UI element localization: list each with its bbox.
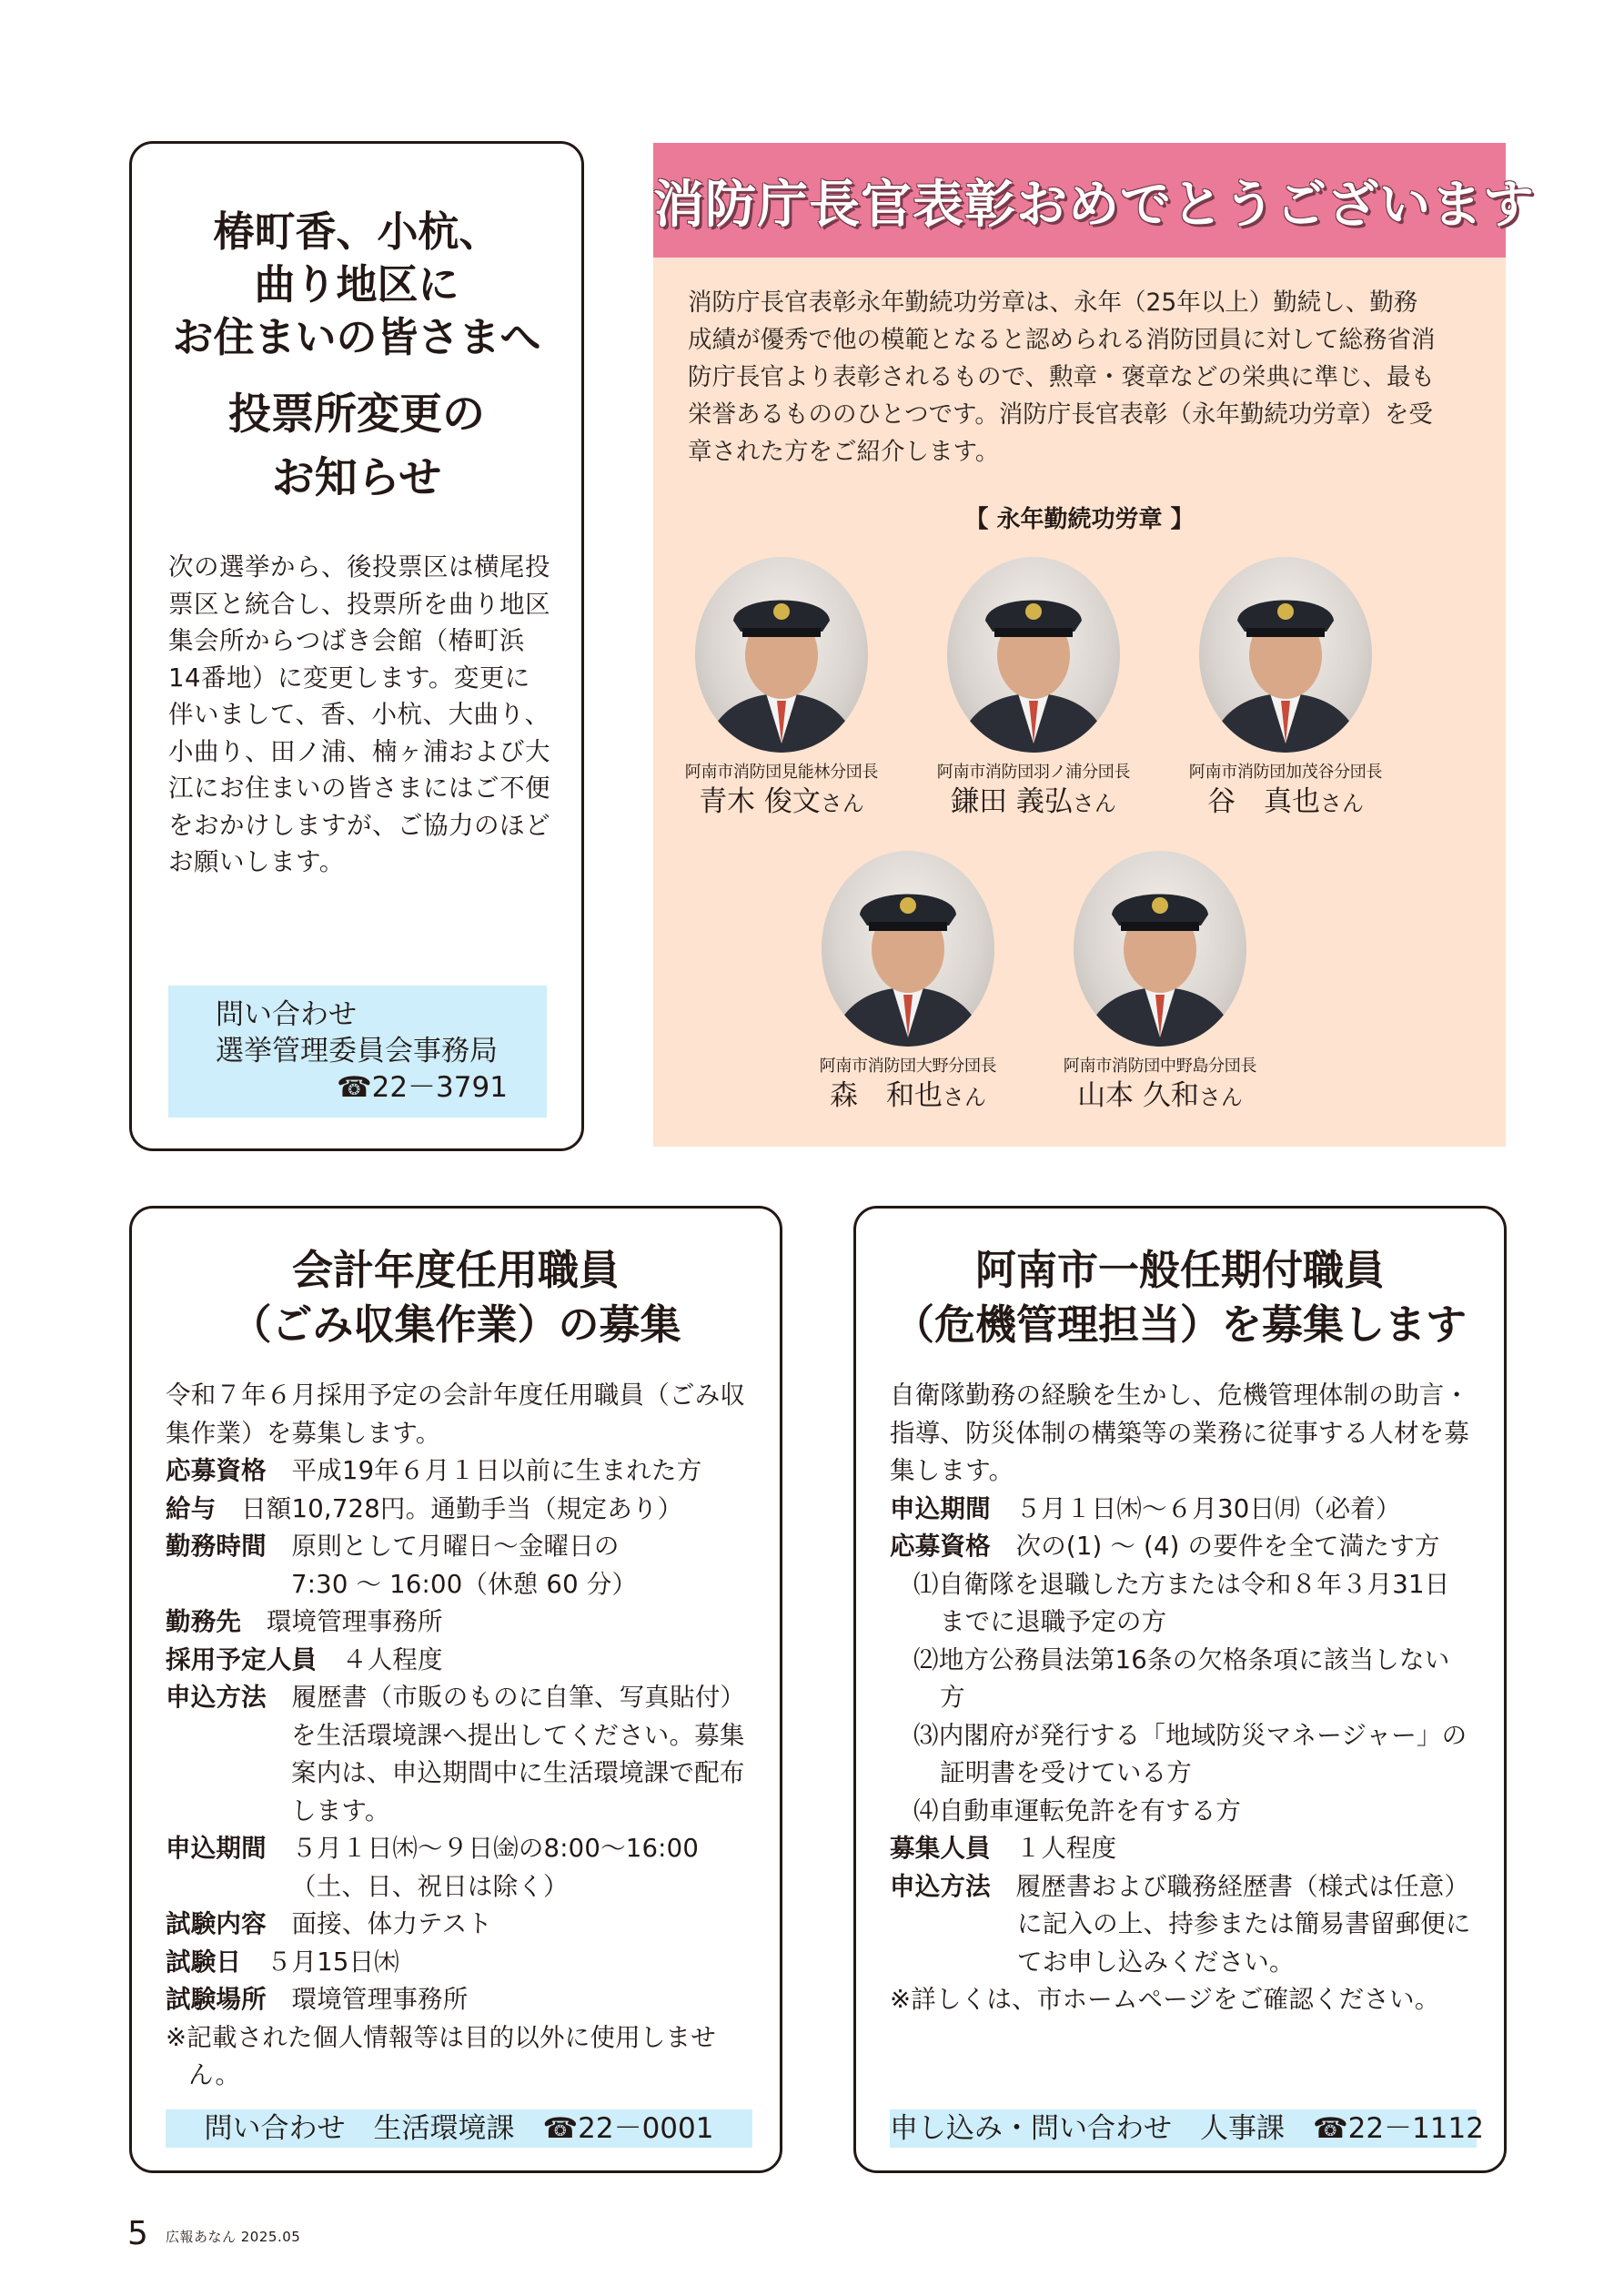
condition-item: ⑵地方公務員法第16条の欠格条項に該当しない (913, 1644, 1450, 1674)
garbage-staff-recruit-box (129, 1206, 782, 2173)
firefighter-silhouette (695, 557, 868, 753)
staff2-item: に記入の上、持参または簡易書留郵便に (1017, 1909, 1471, 1938)
staff2-contact: 申し込み・問い合わせ 人事課 ☎22－1112 (890, 2109, 1477, 2148)
condition-item: ⑴自衛隊を退職した方または令和８年３月31日 (913, 1569, 1450, 1599)
award-banner (653, 143, 1535, 258)
portrait-photo (1074, 851, 1246, 1047)
staff2-item: 募集人員 １人程度 (890, 1834, 1117, 1863)
staff1-item: 給与 日額10,728円。通勤手当（規定あり） (166, 1493, 683, 1523)
person-name: 鎌田 義弘さん (951, 785, 1116, 818)
person-card (1163, 557, 1408, 822)
staff1-body: 令和７年６月採用予定の会計年度任用職員（ごみ収 集作業）を募集します。 応募資格 平成19年６月１日以前に生まれた方 給与 日額10,728円。通勤手当（規定あり） 勤務時間 原則として月曜日～金曜日の 7:30 ～ 16:00（休憩 60 分） 勤務先 環境管理事務所 採用予定人員 ４人程度 申込方法 履歴書（市販のものに自筆、写真貼付） を生活環境課へ提出してください。募集 案内は、申込期間中に生活環境課で配布 します。 申込期間 ５月１日㈭～９日㈮の8:00～16:00 （土、日、祝日は除く） 試験内容 面接、体力テスト 試験日 ５月15日㈭ 試験場所 環境管理事務所 ※記載された個人情報等は目的以外に使用しませ ん。 (166, 1377, 752, 2095)
medal-label: 【 永年勤続功労章 】 (964, 506, 1195, 533)
person-role: 阿南市消防団加茂谷分団長 (1188, 763, 1383, 782)
person-name: 青木 俊文さん (699, 785, 864, 818)
firefighter-silhouette (947, 557, 1120, 753)
staff1-item: 採用予定人員 ４人程度 (166, 1644, 443, 1674)
person-name: 山本 久和さん (1077, 1079, 1243, 1112)
award-title: 消防庁長官表彰おめでとうございます (653, 176, 1535, 235)
person-card (785, 851, 1031, 1116)
person-name: 谷 真也さん (1207, 785, 1364, 818)
person-card (659, 557, 904, 822)
person-card (911, 557, 1156, 822)
staff1-item: 試験場所 環境管理事務所 (166, 1985, 469, 2014)
person-role: 阿南市消防団大野分団長 (819, 1057, 997, 1076)
firefighter-silhouette (822, 851, 994, 1047)
condition-item: ⑶内閣府が発行する「地域防災マネージャー」の (913, 1720, 1468, 1750)
staff1-item: 試験内容 面接、体力テスト (166, 1909, 493, 1938)
publication-source: 広報あなん 2025.05 (166, 2229, 301, 2245)
award-panel (653, 143, 1535, 1147)
firefighter-silhouette (1199, 557, 1372, 753)
portrait-photo (1199, 557, 1372, 753)
voting-subtitle: 投票所変更の お知らせ (228, 389, 485, 503)
portrait-photo (822, 851, 994, 1047)
voting-title: 椿町香、小杭、 曲り地区に お住まいの皆さまへ (172, 207, 541, 361)
award-intro: 消防庁長官表彰永年勤続功労章は、永年（25年以上）勤続し、勤務 成績が優秀で他の模範となると認められる消防団員に対して総務省消 防庁長官より表彰されるもので、勲章・褒章などの栄典に準じ、最も 栄誉あるもののひとつです。消防庁長官表彰（永年勤続功労章）を受 章された方をご紹介します。 (688, 288, 1436, 466)
staff1-item: （土、日、祝日は除く） (291, 1871, 569, 1901)
person-name: 森 和也さん (830, 1079, 986, 1112)
voting-notice-box (129, 141, 584, 1151)
staff1-contact: 問い合わせ 生活環境課 ☎22－0001 (166, 2109, 752, 2148)
phone-number: ☎22－3791 (337, 1071, 508, 1104)
person-role: 阿南市消防団見能林分団長 (684, 763, 879, 782)
staff1-item: 試験日 ５月15日㈭ (166, 1947, 400, 1977)
person-role: 阿南市消防団羽ノ浦分団長 (936, 763, 1131, 782)
staff1-item: 応募資格 平成19年６月１日以前に生まれた方 (166, 1456, 702, 1485)
crisis-staff-recruit-box (853, 1206, 1507, 2173)
voting-body: 次の選挙から、後投票区は横尾投 票区と統合し、投票所を曲り地区 集会所からつばき会館（椿町浜 14番地）に変更します。変更に 伴いまして、香、小杭、大曲り、 小曲り、田ノ浦、楠ヶ浦および大 江にお住まいの皆さまにはご不便 をおかけしますが、ご協力のほど お願いします。 (168, 552, 550, 876)
staff2-item: 応募資格 次の(1) ～ (4) の要件を全て満たす方 (890, 1532, 1440, 1561)
staff1-title: 会計年度任用職員 （ごみ収集作業）の募集 (230, 1246, 681, 1349)
staff1-item: します。 (291, 1795, 390, 1826)
staff2-title: 阿南市一般任期付職員 （危機管理担当）を募集します (893, 1246, 1467, 1349)
condition-item: 方 (940, 1683, 965, 1712)
condition-item: ⑷自動車運転免許を有する方 (913, 1795, 1242, 1826)
person-card (1037, 851, 1283, 1116)
staff1-item: 案内は、申込期間中に生活環境課で配布 (291, 1758, 745, 1787)
staff1-item: 申込方法 履歴書（市販のものに自筆、写真貼付） (166, 1683, 746, 1712)
staff1-item: を生活環境課へ提出してください。募集 (291, 1720, 745, 1750)
firefighter-silhouette (1074, 851, 1246, 1047)
staff1-item: 7:30 ～ 16:00（休憩 60 分） (291, 1569, 638, 1599)
portrait-photo (947, 557, 1120, 753)
portrait-photo (695, 557, 868, 753)
staff2-item: 申込方法 履歴書および職務経歴書（様式は任意） (890, 1871, 1470, 1901)
staff2-note: ※詳しくは、市ホームページをご確認ください。 (890, 1985, 1440, 2014)
staff2-item: 申込期間 ５月１日㈭～６月30日㈪（必着） (890, 1493, 1401, 1523)
voting-contact: 問い合わせ 選挙管理委員会事務局 ☎22－3791 (168, 986, 547, 1118)
page-number: 5 (127, 2215, 148, 2252)
staff2-item: てお申し込みください。 (1017, 1947, 1295, 1977)
staff1-item: 申込期間 ５月１日㈭～９日㈮の8:00～16:00 (166, 1834, 700, 1863)
person-role: 阿南市消防団中野島分団長 (1063, 1057, 1257, 1076)
staff1-item: 勤務時間 原則として月曜日～金曜日の (166, 1532, 620, 1561)
staff1-item: 勤務先 環境管理事務所 (166, 1607, 443, 1636)
condition-item: 証明書を受けている方 (940, 1758, 1192, 1787)
staff2-body: 自衛隊勤務の経験を生かし、危機管理体制の助言・ 指導、防災体制の構築等の業務に従事する人材を募 集します。 申込期間 ５月１日㈭～６月30日㈪（必着） 応募資格 次の(1) ～ (4) の要件を全て満たす方 ⑴自衛隊を退職した方または令和８年３月31日 までに退職予定の方 ⑵地方公務員法第16条の欠格条項に該当しない 方 ⑶内閣府が発行する「地域防災マネージャー」の 証明書を受けている方 ⑷自動車運転免許を有する方 募集人員 １人程度 申込方法 履歴書および職務経歴書（様式は任意） に記入の上、持参または簡易書留郵便に てお申し込みください。 ※詳しくは、市ホームページをご確認ください。 (890, 1377, 1477, 2019)
condition-item: までに退職予定の方 (940, 1607, 1167, 1636)
